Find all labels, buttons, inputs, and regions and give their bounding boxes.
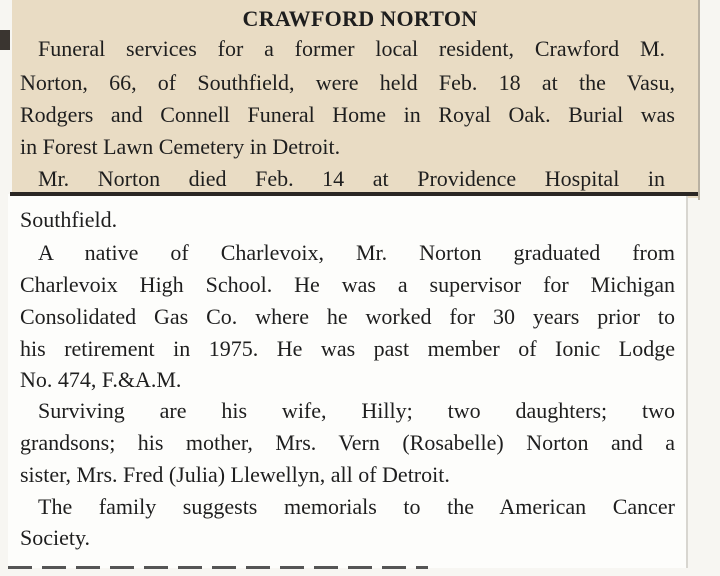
text-line: Southfield. — [20, 207, 118, 232]
scan-edge-mark — [0, 30, 10, 50]
text-line: sister, Mrs. Fred (Julia) Llewellyn, all of Detroit. — [20, 462, 450, 487]
text-line: in Forest Lawn Cemetery in Detroit. — [20, 134, 341, 159]
text-line: The family suggests memorials to the American Cancer — [38, 494, 675, 519]
text-line: Funeral services for a former local resident, Crawford M. — [38, 36, 665, 61]
text-line: Norton, 66, of Southfield, were held Feb. 18 at the Vasu, — [20, 70, 675, 95]
text-line: Consolidated Gas Co. where he worked for 30 years prior to — [20, 304, 675, 329]
text-line: Surviving are his wife, Hilly; two daughters; two — [38, 398, 675, 423]
text-line: A native of Charlevoix, Mr. Norton graduated from — [38, 240, 675, 265]
obituary-headline: CRAWFORD NORTON — [242, 6, 478, 31]
clipping-fold-line — [10, 192, 700, 196]
text-line: Society. — [20, 525, 91, 550]
bottom-rule — [8, 566, 428, 569]
text-line: Mr. Norton died Feb. 14 at Providence Hospital in — [38, 166, 665, 191]
text-line: grandsons; his mother, Mrs. Vern (Rosabelle) Norton and a — [20, 430, 675, 455]
text-line: No. 474, F.&A.M. — [20, 367, 182, 392]
text-line: Charlevoix High School. He was a supervisor for Michigan — [20, 272, 675, 297]
text-line: Rodgers and Connell Funeral Home in Royal Oak. Burial was — [20, 102, 675, 127]
text-line: his retirement in 1975. He was past member of Ionic Lodge — [20, 336, 675, 361]
